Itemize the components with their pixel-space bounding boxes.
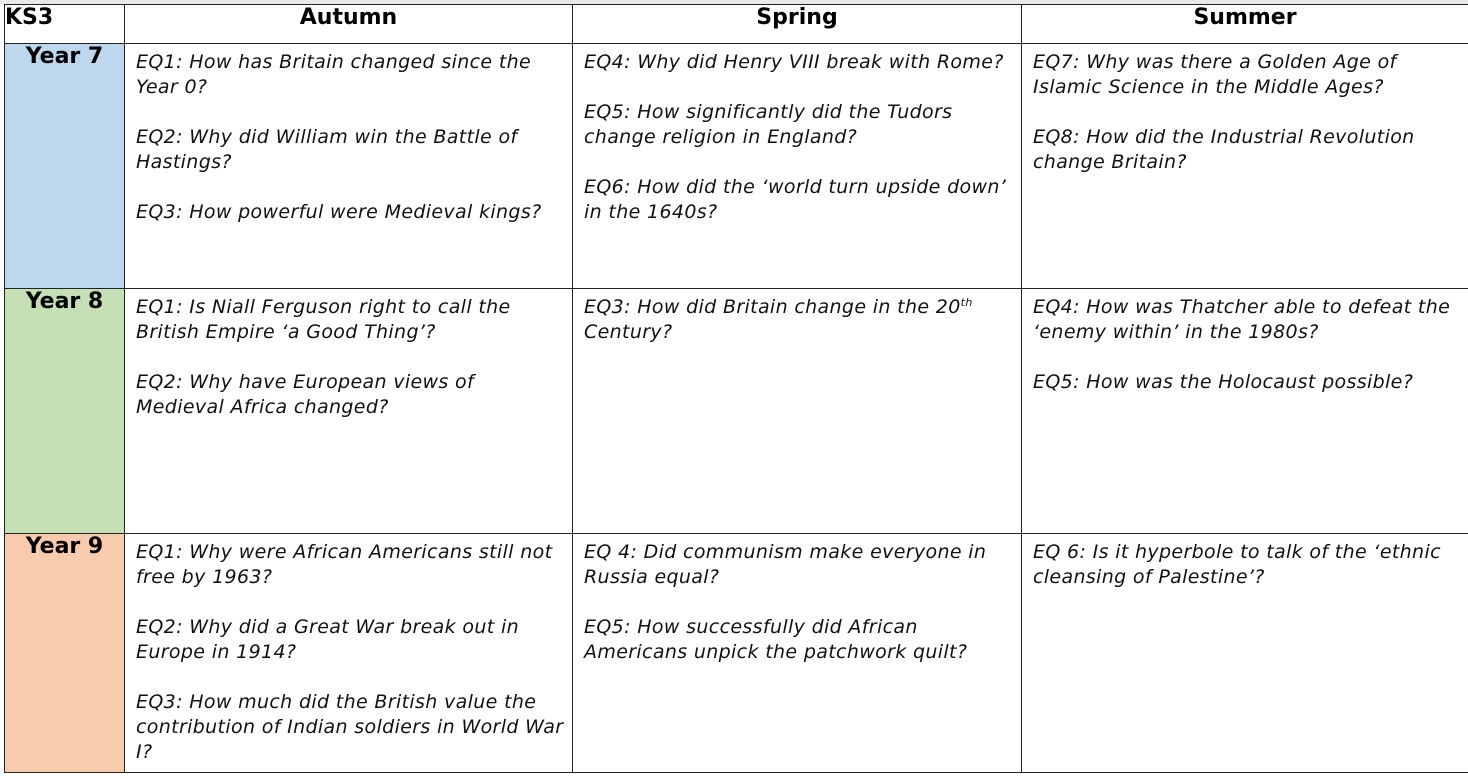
question-text: EQ8: How did the Industrial Revolution change Britain?	[1033, 126, 1415, 173]
ordinal-suffix: th	[960, 296, 973, 309]
question-text: EQ1: Is Niall Ferguson right to call the British Empire ‘a Good Thing’?	[136, 296, 511, 343]
year-7-summer-cell	[1022, 44, 1468, 289]
year-8-spring-cell	[573, 289, 1022, 534]
question-text: EQ3: How much did the British value the contribution of Indian soldiers in World War I?	[136, 691, 564, 763]
year-9-row	[5, 534, 1468, 773]
question-text: EQ5: How was the Holocaust possible?	[1033, 371, 1414, 393]
year-9-spring-cell	[573, 534, 1022, 773]
year-9-summer-cell	[1022, 534, 1468, 773]
summer-header: Summer	[1022, 5, 1468, 44]
ks3-label: KS3	[5, 5, 125, 44]
question-text	[584, 295, 1013, 345]
year-8-summer-cell	[1022, 289, 1468, 534]
curriculum-table	[4, 4, 1468, 773]
question-text: EQ5: How successfully did African Americans unpick the patchwork quilt?	[584, 616, 968, 663]
question-text: EQ4: How was Thatcher able to defeat the ‘enemy within’ in the 1980s?	[1033, 296, 1451, 343]
question-text: EQ4: Why did Henry VIII break with Rome?	[584, 51, 1004, 73]
year-7-label: Year 7	[5, 44, 125, 289]
question-text: EQ6: How did the ‘world turn upside down’ in the 1640s?	[584, 176, 1007, 223]
header-row	[5, 5, 1468, 44]
question-text: EQ 4: Did communism make everyone in Russia equal?	[584, 541, 987, 588]
year-7-autumn-cell	[125, 44, 573, 289]
question-text: EQ1: How has Britain changed since the Year 0?	[136, 51, 532, 98]
autumn-header: Autumn	[125, 5, 573, 44]
question-text: EQ2: Why did William win the Battle of Hastings?	[136, 126, 518, 173]
question-text: EQ5: How significantly did the Tudors change religion in England?	[584, 101, 953, 148]
year-8-row	[5, 289, 1468, 534]
year-9-autumn-cell	[125, 534, 573, 773]
question-text: EQ2: Why did a Great War break out in Europe in 1914?	[136, 616, 519, 663]
question-text-start: EQ3: How did Britain change in the 20	[584, 296, 961, 318]
spring-header: Spring	[573, 5, 1022, 44]
year-8-label: Year 8	[5, 289, 125, 534]
year-7-spring-cell	[573, 44, 1022, 289]
question-text: EQ1: Why were African Americans still not free by 1963?	[136, 541, 553, 588]
question-text: EQ 6: Is it hyperbole to talk of the ‘ethnic cleansing of Palestine’?	[1033, 541, 1441, 588]
question-text: EQ2: Why have European views of Medieval Africa changed?	[136, 371, 475, 418]
year-8-autumn-cell	[125, 289, 573, 534]
question-text: EQ7: Why was there a Golden Age of Islamic Science in the Middle Ages?	[1033, 51, 1397, 98]
question-text-end: Century?	[584, 321, 673, 343]
year-9-label: Year 9	[5, 534, 125, 773]
year-7-row	[5, 44, 1468, 289]
question-text: EQ3: How powerful were Medieval kings?	[136, 201, 542, 223]
